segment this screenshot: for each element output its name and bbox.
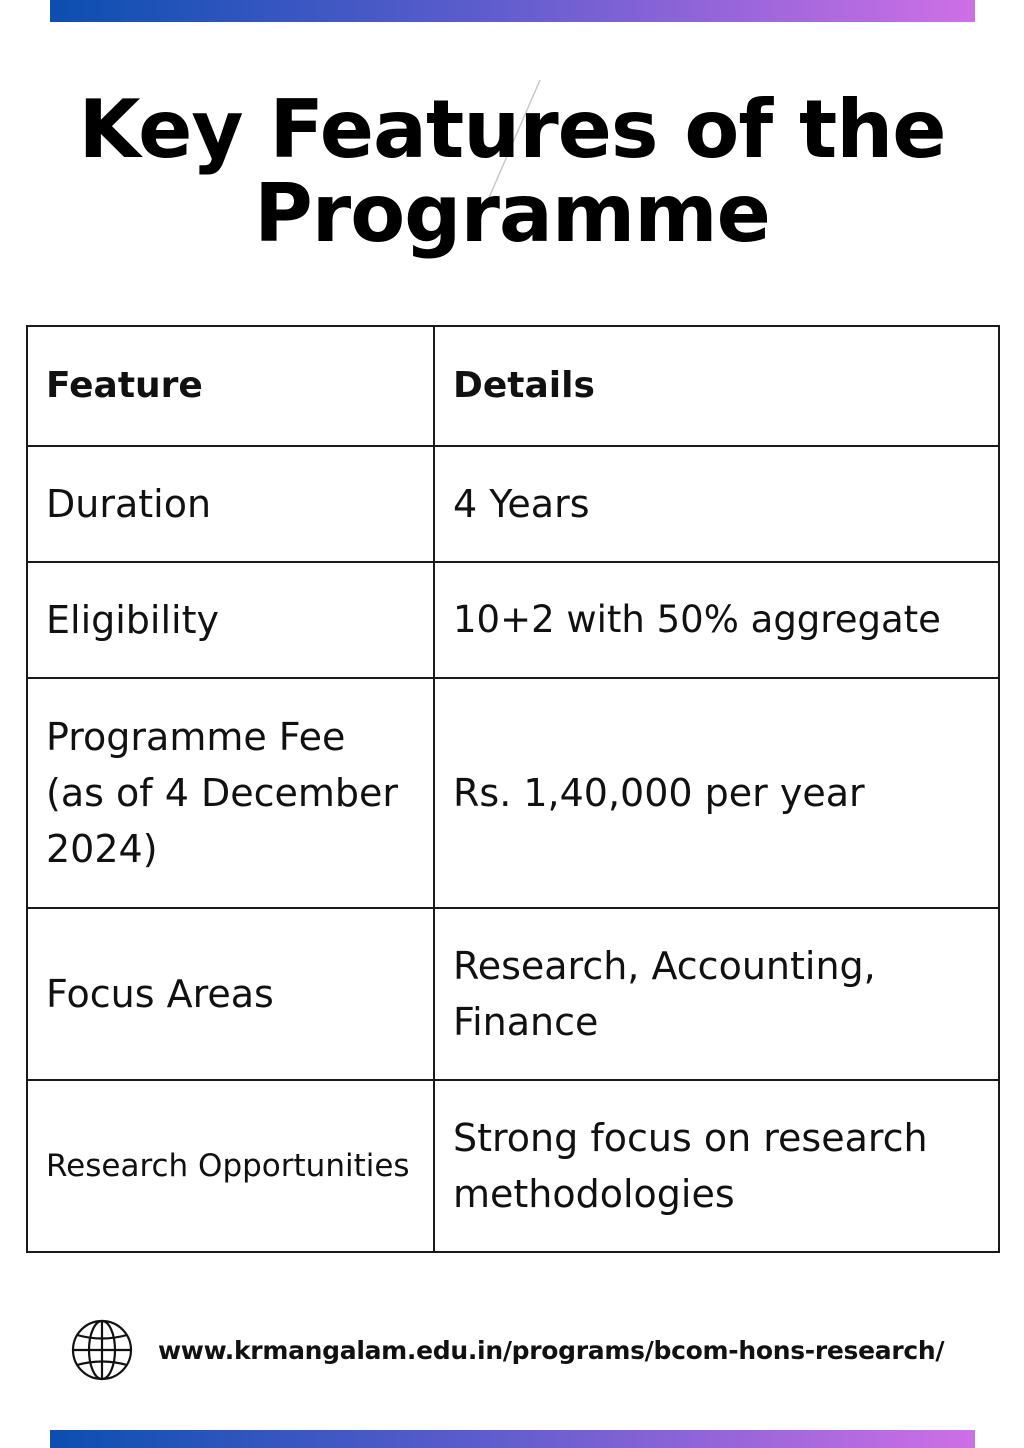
details-cell: 10+2 with 50% aggregate [434,562,999,678]
details-cell: Rs. 1,40,000 per year [434,678,999,908]
features-table [26,325,1000,1253]
bottom-gradient-bar [50,1430,975,1448]
globe-icon [70,1318,134,1382]
footer [70,1318,980,1382]
table-header-row [27,326,999,446]
table-row [27,908,999,1080]
feature-cell: Duration [27,446,434,562]
header-feature: Feature [27,326,434,446]
page-title: Key Features of the Programme [78,83,946,260]
details-cell: 4 Years [434,446,999,562]
feature-cell: Focus Areas [27,908,434,1080]
table-row [27,678,999,908]
website-url[interactable]: www.krmangalam.edu.in/programs/bcom-hons-research/ [158,1335,945,1365]
table-row [27,1080,999,1252]
details-cell: Strong focus on research methodologies [434,1080,999,1252]
feature-cell: Eligibility [27,562,434,678]
table-row [27,562,999,678]
details-cell: Research, Accounting, Finance [434,908,999,1080]
header-details: Details [434,326,999,446]
feature-cell: Research Opportunities [27,1080,434,1252]
table-row [27,446,999,562]
feature-cell: Programme Fee (as of 4 December 2024) [27,678,434,908]
